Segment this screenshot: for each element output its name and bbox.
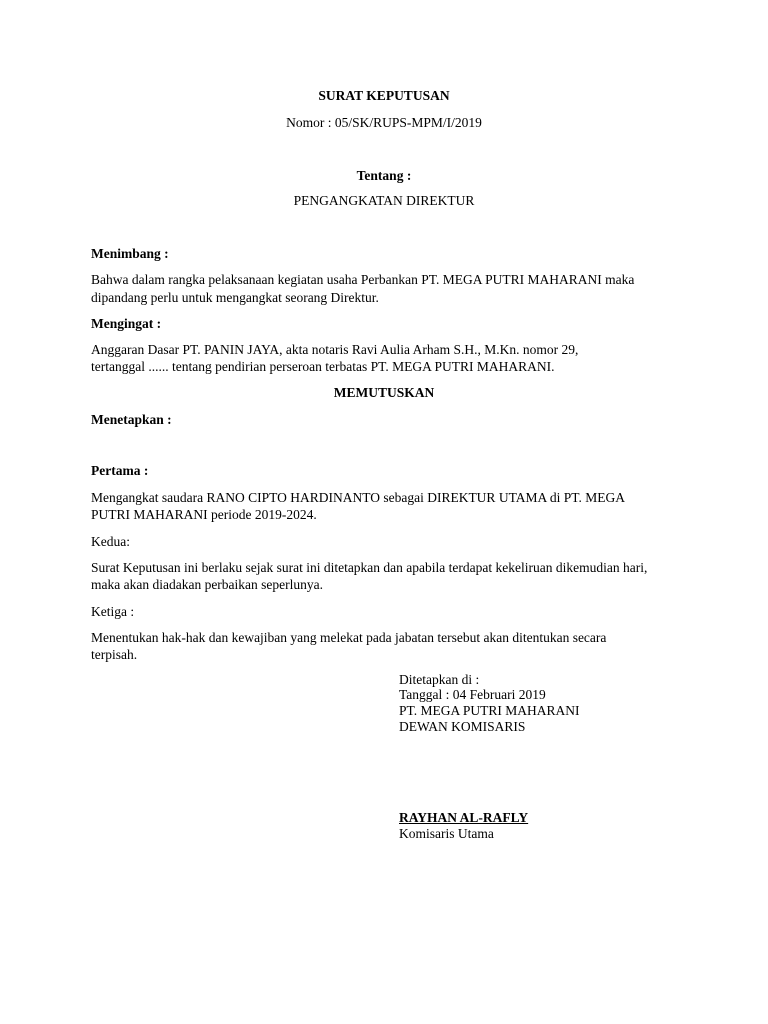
recalling-heading: Mengingat : [91,316,162,331]
signer-position: Komisaris Utama [399,826,494,841]
third-line-1: Menentukan hak-hak dan kewajiban yang melekat pada jabatan tersebut akan ditentukan secara [91,630,607,645]
second-line-2: maka akan diadakan perbaikan seperlunya. [91,577,324,592]
considering-line-1: Bahwa dalam rangka pelaksanaan kegiatan usaha Perbankan PT. MEGA PUTRI MAHARANI maka [91,272,635,287]
second-heading: Kedua: [91,534,130,549]
about-subject: PENGANGKATAN DIREKTUR [293,193,475,208]
first-line-1: Mengangkat saudara RANO CIPTO HARDINANTO sebagai DIREKTUR UTAMA di PT. MEGA [91,490,625,505]
first-heading: Pertama : [91,463,149,478]
signature-board: DEWAN KOMISARIS [399,719,526,734]
considering-heading: Menimbang : [91,246,169,261]
first-line-2: PUTRI MAHARANI periode 2019-2024. [91,507,317,522]
recalling-line-2: tertanggal ...... tentang pendirian perseroan terbatas PT. MEGA PUTRI MAHARANI. [91,359,555,374]
signature-place: Ditetapkan di : [399,672,480,687]
signer-name: RAYHAN AL-RAFLY [399,810,529,825]
third-heading: Ketiga : [91,604,135,619]
decision-heading: MEMUTUSKAN [333,385,435,400]
establish-heading: Menetapkan : [91,412,172,427]
signature-date: Tanggal : 04 Februari 2019 [399,687,546,702]
considering-line-2: dipandang perlu untuk mengangkat seorang Direktur. [91,290,379,305]
recalling-line-1: Anggaran Dasar PT. PANIN JAYA, akta notaris Ravi Aulia Arham S.H., M.Kn. nomor 29, [91,342,579,357]
signature-company: PT. MEGA PUTRI MAHARANI [399,703,580,718]
document-number: Nomor : 05/SK/RUPS-MPM/I/2019 [286,115,482,130]
second-line-1: Surat Keputusan ini berlaku sejak surat ini ditetapkan dan apabila terdapat kekeliruan dikemudian hari, [91,560,648,575]
about-label: Tentang : [356,168,412,183]
third-line-2: terpisah. [91,647,138,662]
document-title: SURAT KEPUTUSAN [318,88,450,103]
